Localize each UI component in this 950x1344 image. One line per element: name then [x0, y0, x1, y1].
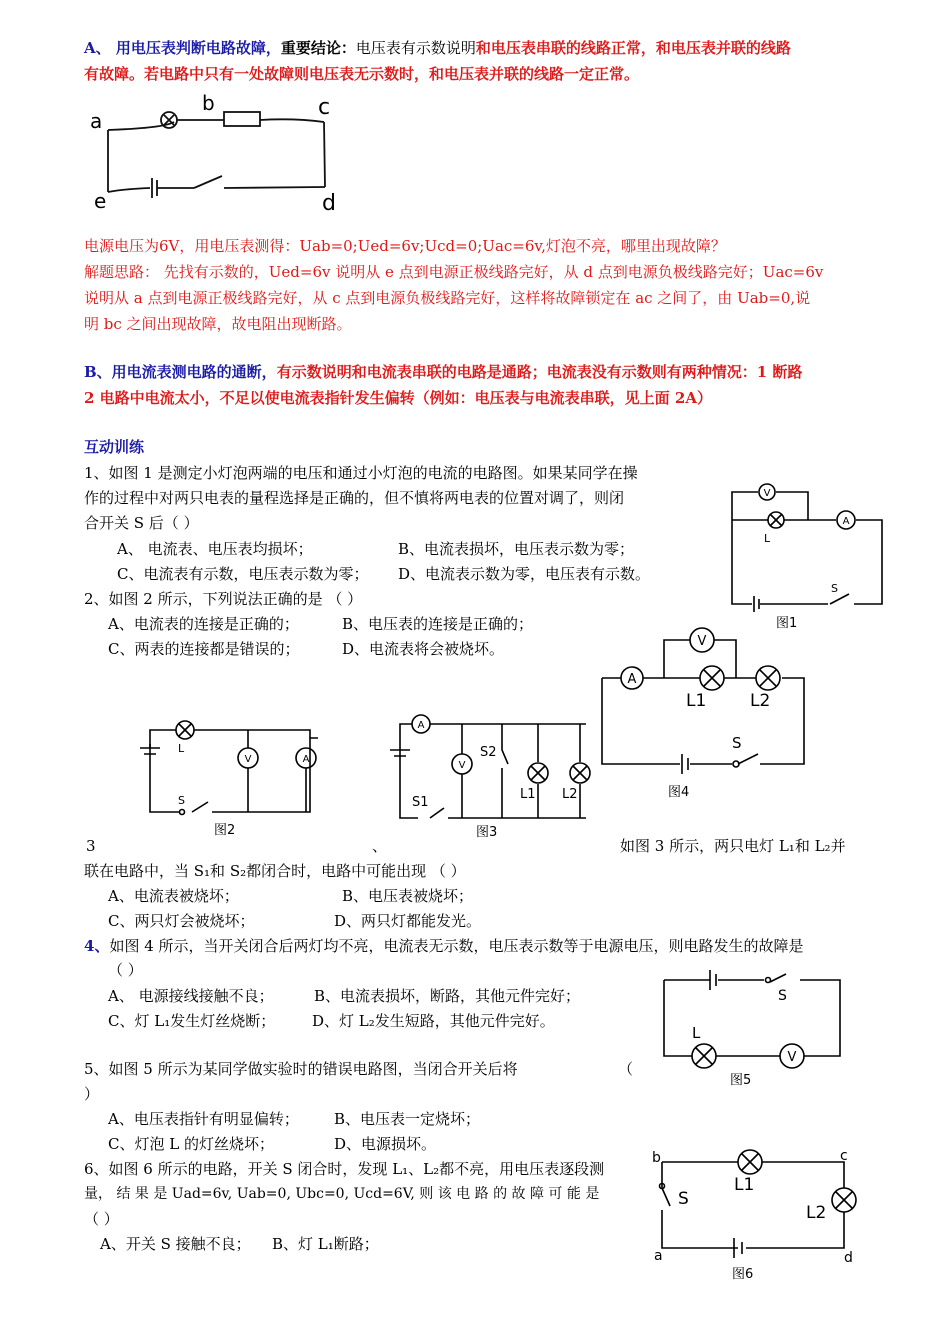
q1-line2: 作的过程中对两只电表的量程选择是正确的，但不慎将两电表的位置对调了，则闭 — [84, 489, 625, 507]
q4-option-a: A、 电源接线接触不良； — [108, 987, 274, 1005]
label-e: e — [94, 189, 107, 213]
q4-option-d: D、灯 L₂发生短路，其他元件完好。 — [312, 1012, 555, 1030]
q6-line1: 6、如图 6 所示的电路，开关 S 闭合时，发现 L₁、L₂都不亮，用电压表逐段测 — [84, 1160, 605, 1178]
q5-option-c: C、灯泡 L 的灯丝烧坏； — [108, 1135, 274, 1153]
q4-line1 — [84, 936, 804, 956]
q3-option-a: A、电流表被烧坏； — [108, 887, 239, 905]
q6-line3: （ ） — [84, 1210, 119, 1228]
fig1-switch-label: S — [831, 582, 838, 595]
section-b-text2: 2 电路中电流太小，不足以使电流表指针发生偏转（例如：电压表与电流表串联，见上面 2A） — [84, 389, 712, 407]
figure-2 — [130, 710, 330, 840]
q5-option-a: A、电压表指针有明显偏转； — [108, 1110, 299, 1128]
fig6-l2-label: L2 — [806, 1203, 827, 1223]
q1-option-a: A、 电流表、电压表均损坏； — [117, 540, 313, 558]
q3-option-b: B、电压表被烧坏； — [342, 887, 474, 905]
fig2-caption: 图2 — [214, 823, 236, 838]
section-a-circuit-figure — [84, 92, 364, 217]
fig1-caption: 图1 — [776, 616, 798, 631]
q5-option-b: B、电压表一定烧坏； — [334, 1110, 481, 1128]
fig6-label-d: d — [844, 1250, 853, 1266]
fig1-ammeter-label: A — [842, 516, 850, 527]
section-a-mid: 电压表有示数说明 — [355, 39, 476, 57]
q3-option-d: D、两只灯都能发光。 — [334, 912, 482, 930]
figure-5 — [660, 968, 850, 1093]
fig4-ammeter-label: A — [627, 672, 637, 687]
fig3-l1-label: L1 — [520, 787, 536, 802]
section-b-line1 — [84, 362, 802, 382]
fig5-lamp-label: L — [692, 1024, 701, 1042]
fig4-voltmeter-label: V — [697, 634, 707, 649]
fig3-l2-label: L2 — [562, 787, 578, 802]
figure-3 — [380, 706, 590, 841]
fig4-l2-label: L2 — [750, 691, 771, 711]
q5-paren: （ — [618, 1060, 634, 1078]
fig4-l1-label: L1 — [686, 691, 707, 711]
q2-line1: 2、如图 2 所示，下列说法正确的是 （ ） — [84, 590, 363, 608]
fig6-label-c: c — [840, 1148, 848, 1164]
fig5-caption: 图5 — [730, 1073, 752, 1088]
fig5-switch-label: S — [778, 988, 787, 1004]
fig2-voltmeter-label: V — [244, 754, 252, 765]
fig3-ammeter-label: A — [417, 720, 425, 731]
section-a-solution3: 明 bc 之间出现故障，故电阻出现断路。 — [84, 315, 352, 333]
section-a-key: 重要结论： — [280, 39, 356, 57]
fig3-voltmeter-label: V — [458, 760, 466, 771]
section-a-line1 — [84, 38, 791, 58]
section-b-prefix: B、用电流表测电路的通断， — [84, 363, 277, 381]
figure-1 — [728, 482, 898, 632]
fig6-label-b: b — [652, 1150, 661, 1166]
figure-4 — [600, 624, 810, 804]
fig3-caption: 图3 — [476, 825, 498, 840]
q1-option-c: C、电流表有示数，电压表示数为零； — [117, 565, 369, 583]
q1-line3: 合开关 S 后（ ） — [84, 514, 199, 532]
q2-option-c: C、两表的连接都是错误的； — [108, 640, 300, 658]
q4-number: 4、 — [84, 937, 110, 955]
section-b-text1: 有示数说明和电流表串联的电路是通路；电流表没有示数则有两种情况：1 断路 — [276, 363, 803, 381]
q2-option-d: D、电流表将会被烧坏。 — [342, 640, 505, 658]
q3-option-c: C、两只灯会被烧坏； — [108, 912, 255, 930]
q1-option-b: B、电流表损坏，电压表示数为零； — [398, 540, 635, 558]
fig4-switch-label: S — [732, 734, 742, 752]
q4-option-c: C、灯 L₁发生灯丝烧断； — [108, 1012, 276, 1030]
fig6-l1-label: L1 — [734, 1175, 755, 1195]
fig5-voltmeter-label: V — [787, 1050, 797, 1065]
fig4-caption: 图4 — [668, 785, 690, 800]
q6-option-a: A、开关 S 接触不良； — [100, 1235, 251, 1253]
q1-line1: 1、如图 1 是测定小灯泡两端的电压和通过小灯泡的电流的电路图。如果某同学在操 — [84, 464, 638, 482]
fig6-switch-label: S — [678, 1189, 689, 1209]
figure-6 — [646, 1148, 866, 1288]
fig1-voltmeter-label: V — [763, 488, 771, 499]
label-d: d — [322, 191, 336, 216]
q5-option-d: D、电源损坏。 — [334, 1135, 437, 1153]
fig3-s1-label: S1 — [412, 795, 429, 810]
fig6-caption: 图6 — [732, 1267, 754, 1282]
fig6-label-a: a — [654, 1248, 663, 1264]
q5-line1: 5、如图 5 所示为某同学做实验时的错误电路图，当闭合开关后将 — [84, 1060, 518, 1078]
section-a-solution1: 解题思路： 先找有示数的，Ued=6v 说明从 e 点到电源正极线路完好，从 d 点到电源负极线路完好；Uac=6v — [84, 263, 824, 281]
q2-option-a: A、电流表的连接是正确的； — [108, 615, 299, 633]
q3-number: 3 — [86, 837, 96, 855]
fig2-switch-label: S — [178, 794, 185, 807]
fig2-lamp-label: L — [178, 742, 185, 755]
q3-separator: 、 — [372, 837, 388, 855]
label-a: a — [90, 109, 103, 133]
q4-line2: （ ） — [108, 961, 143, 979]
training-title: 互动训练 — [84, 438, 145, 456]
section-a-conclusion1: 和电压表串联的线路正常，和电压表并联的线路 — [475, 39, 791, 57]
fig2-ammeter-label: A — [302, 754, 310, 765]
q4-option-b: B、电流表损坏，断路，其他元件完好； — [314, 987, 581, 1005]
q5-line2: ） — [84, 1085, 100, 1103]
q2-option-b: B、电压表的连接是正确的； — [342, 615, 534, 633]
q4-text: 如图 4 所示，当开关闭合后两灯均不亮，电流表无示数，电压表示数等于电源电压，则电路发生的故障是 — [109, 937, 804, 955]
label-b: b — [202, 91, 215, 115]
section-a-conclusion2: 有故障。若电路中只有一处故障则电压表无示数时，和电压表并联的线路一定正常。 — [84, 65, 640, 83]
section-a-prefix: A、 用电压表判断电路故障， — [84, 39, 281, 57]
q6-option-b: B、灯 L₁断路； — [272, 1235, 379, 1253]
q3-line2: 联在电路中，当 S₁和 S₂都闭合时，电路中可能出现 （ ） — [84, 862, 466, 880]
fig3-s2-label: S2 — [480, 745, 497, 760]
q3-line1: 如图 3 所示，两只电灯 L₁和 L₂并 — [620, 837, 846, 855]
q6-line2: 量， 结 果 是 Uad=6v, Uab=0, Ubc=0, Ucd=6V, 则 该 电 路 的 故 障 可 能 是 — [84, 1186, 600, 1202]
label-c: c — [318, 95, 331, 120]
section-a-problem: 电源电压为6V，用电压表测得：Uab=0;Ued=6v;Ucd=0;Uac=6v,灯泡不亮，哪里出现故障？ — [84, 237, 726, 255]
fig1-lamp-label: L — [764, 532, 771, 545]
section-a-solution2: 说明从 a 点到电源正极线路完好，从 c 点到电源负极线路完好，这样将故障锁定在 ac 之间了，由 Uab=0,说 — [84, 289, 811, 307]
q1-option-d: D、电流表示数为零，电压表有示数。 — [398, 565, 651, 583]
